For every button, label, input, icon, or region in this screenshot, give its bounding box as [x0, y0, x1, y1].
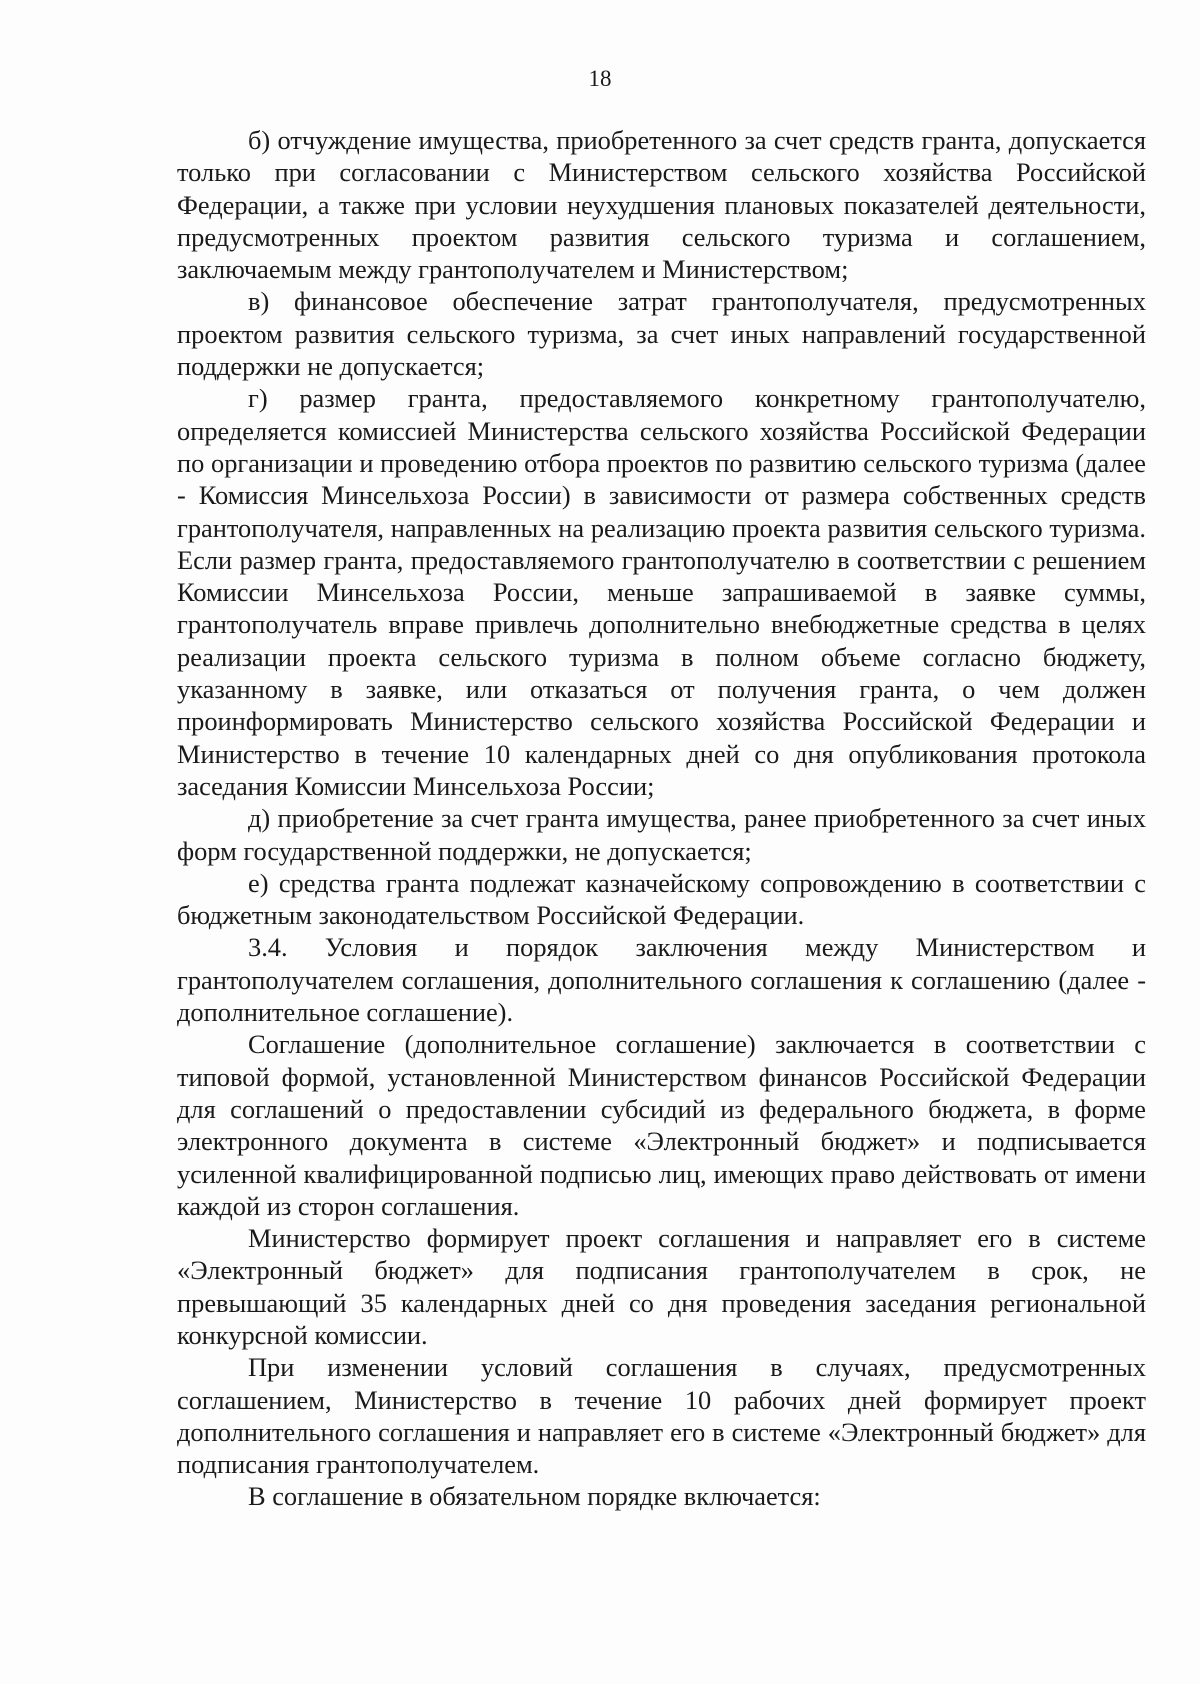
paragraph-g-grant-size: г) размер гранта, предоставляемого конкретному грантополучателю, определяется комиссией Министерства сельского хозяйства Российской Федерации по организации и проведению отбора проектов по развитию сельского туризма (далее - Комиссия Минсельхоза России) в зависимости от размера собственных средств грантополучателя, направленных на реализацию проекта развития сельского туризма. Если размер гранта, предоставляемого грантополучателю в соответствии с решением Комиссии Минсельхоза России, меньше запрашиваемой в заявке суммы, грантополучатель вправе привлечь дополнительно внебюджетные средства в целях реализации проекта сельского туризма в полном объеме согласно бюджету, указанному в заявке, или отказаться от получения гранта, о чем должен проинформировать Министерство сельского хозяйства Российской Федерации и Министерство в течение 10 календарных дней со дня опубликования протокола заседания Комиссии Минсельхоза России; — [177, 383, 1146, 801]
page-number: 18 — [588, 66, 612, 91]
paragraph-e-treasury-support: е) средства гранта подлежат казначейскому сопровождению в соответствии с бюджетным законодательством Российской Федерации. — [177, 867, 1146, 931]
paragraph-d-property-acquisition: д) приобретение за счет гранта имущества, ранее приобретенного за счет иных форм государственной поддержки, не допускается; — [177, 803, 1146, 866]
paragraph-b-property-alienation: б) отчуждение имущества, приобретенного за счет средств гранта, допускается только при согласовании с Министерством сельского хозяйства Российской Федерации, а также при условии неухудшения плановых показателей деятельности, предусмотренных проектом развития сельского туризма и соглашением, заключаемым между грантополучателем и Министерством; — [177, 125, 1146, 285]
document-body — [177, 124, 1146, 1513]
paragraph-agreement-draft: Министерство формирует проект соглашения и направляет его в системе «Электронный бюджет» для подписания грантополучателем в срок, не превышающий 35 календарных дней со дня проведения заседания региональной конкурсной комиссии. — [177, 1223, 1146, 1350]
paragraph-v-financial-support: в) финансовое обеспечение затрат грантополучателя, предусмотренных проектом развития сельского туризма, за счет иных направлений государственной поддержки не допускается; — [177, 286, 1146, 382]
section-3-4-heading: 3.4. Условия и порядок заключения между Министерством и грантополучателем соглашения, дополнительного соглашения к соглашению (далее - дополнительное соглашение). — [177, 932, 1146, 1028]
paragraph-agreement-changes: При изменении условий соглашения в случаях, предусмотренных соглашением, Министерство в течение 10 рабочих дней формирует проект дополнительного соглашения и направляет его в системе «Электронный бюджет» для подписания грантополучателем. — [177, 1352, 1146, 1480]
paragraph-agreement-includes: В соглашение в обязательном порядке включается: — [248, 1481, 821, 1512]
paragraph-agreement-form: Соглашение (дополнительное соглашение) заключается в соответствии с типовой формой, установленной Министерством финансов Российской Федерации для соглашений о предоставлении субсидий из федерального бюджета, в форме электронного документа в системе «Электронный бюджет» и подписывается усиленной квалифицированной подписью лиц, имеющих право действовать от имени каждой из сторон соглашения. — [177, 1029, 1146, 1221]
